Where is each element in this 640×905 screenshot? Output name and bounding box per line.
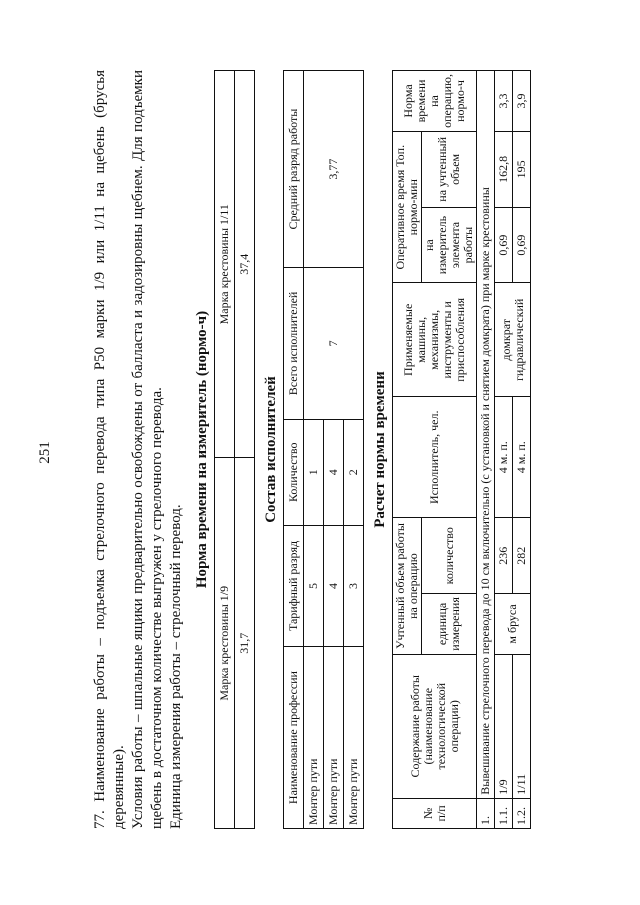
- calc-h-volume: Учтенный объем работы на операцию: [393, 518, 422, 654]
- section-num: 1.: [477, 798, 495, 828]
- row-tool: домкрат гидравлический: [495, 283, 531, 397]
- staff-name: Монтер пути: [304, 647, 324, 829]
- norm-val1: 31,7: [235, 458, 255, 829]
- row-exec: 4 м. п.: [495, 397, 513, 518]
- staff-name: Монтер пути: [324, 647, 344, 829]
- norm-heading: Норма времени на измеритель (нормо-ч): [194, 310, 210, 589]
- staff-h-total: Всего исполнителей: [284, 268, 304, 420]
- calc-h-per-volume: на учтенный объем: [422, 131, 477, 207]
- calc-h-norm: Норма времени на операцию, нормо-ч: [393, 71, 477, 132]
- row-norm: 3,9: [513, 71, 531, 132]
- row-exec: 4 м. п.: [513, 397, 531, 518]
- norm-col1-header: Марка крестовины 1/9: [215, 458, 235, 829]
- staff-grade: 5: [304, 525, 324, 646]
- calc-h-per-unit: на измеритель элемента работы: [422, 207, 477, 283]
- staff-grade: 4: [324, 525, 344, 646]
- row-qty: 236: [495, 518, 513, 594]
- table-row: [304, 71, 324, 829]
- staff-h-grade: Тарифный разряд: [284, 525, 304, 646]
- work-unit: Единица измерения работы – стрелочный перевод.: [168, 504, 184, 829]
- row-per-unit: 0,69: [513, 207, 531, 283]
- calc-table: [392, 70, 531, 829]
- calc-h-executors: Исполнитель, чел.: [393, 397, 477, 518]
- table-row: [495, 71, 513, 829]
- work-conditions: Условия работы – шпальные ящики предварительно освобождены от балласта и задозировны щебнем. Для подъемки щебень в достаточном количестве выгружен у стрелочного перевода.: [130, 70, 165, 829]
- staff-grade: 3: [344, 525, 364, 646]
- row-content: 1/9: [495, 654, 513, 798]
- table-row: [513, 71, 531, 829]
- row-norm: 3,3: [495, 71, 513, 132]
- norm-val2: 37,4: [235, 71, 255, 458]
- staff-total: 7: [304, 268, 364, 420]
- staff-h-avg: Средний разряд работы: [284, 71, 304, 268]
- work-title: 77. Наименование работы – подъемка стрелочного перевода типа Р50 марки 1/9 или 1/11 на щебень (брусья деревянные).: [92, 70, 127, 829]
- table-row: [477, 71, 495, 829]
- intro-paragraph: [91, 70, 186, 829]
- row-num: 1.1.: [495, 798, 513, 828]
- staff-count: 4: [324, 419, 344, 525]
- staff-table: [283, 70, 364, 829]
- staff-count: 1: [304, 419, 324, 525]
- row-content: 1/11: [513, 654, 531, 798]
- row-unit: м бруса: [495, 594, 531, 655]
- staff-h-count: Количество: [284, 419, 304, 525]
- calc-h-qty: количество: [422, 518, 477, 594]
- norm-table: [214, 70, 255, 829]
- row-num: 1.2.: [513, 798, 531, 828]
- page-number: 251: [37, 441, 53, 464]
- staff-count: 2: [344, 419, 364, 525]
- row-per-vol: 162,8: [495, 131, 513, 207]
- calc-h-unit: единица измерения: [422, 594, 477, 655]
- calc-h-machines: Применяемые машины, механизмы, инструменты и приспособления: [393, 283, 477, 397]
- calc-h-num: № п/п: [393, 798, 477, 828]
- row-qty: 282: [513, 518, 531, 594]
- staff-name: Монтер пути: [344, 647, 364, 829]
- section-text: Вывешивание стрелочного перевода до 10 см включительно (с установкой и снятием домкрата) при марке крестовины: [477, 71, 495, 799]
- row-per-unit: 0,69: [495, 207, 513, 283]
- norm-col2-header: Марка крестовины 1/11: [215, 71, 235, 458]
- row-per-vol: 195: [513, 131, 531, 207]
- staff-h-profession: Наименование профессии: [284, 647, 304, 829]
- calc-heading: Расчет нормы времени: [372, 371, 388, 528]
- staff-heading: Состав исполнителей: [263, 376, 279, 523]
- calc-h-optime: Оперативное время Топ. нормо-мин: [393, 131, 422, 283]
- staff-avg-grade: 3,77: [304, 71, 364, 268]
- calc-h-content: Содержание работы (наименование технологической операции): [393, 654, 477, 798]
